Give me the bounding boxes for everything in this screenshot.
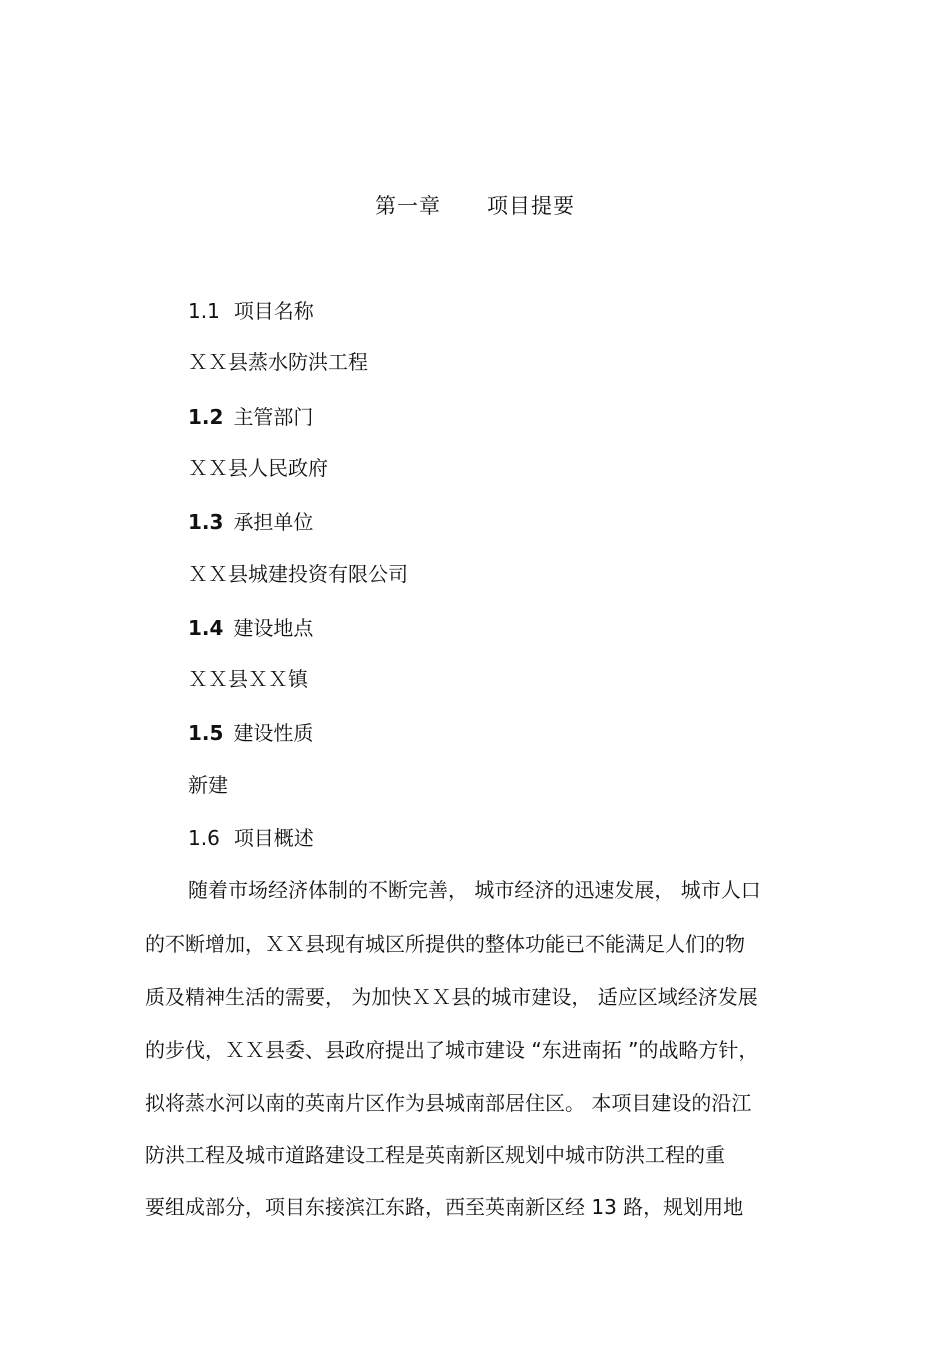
section-heading [188,297,314,325]
overview-line: 防洪工程及城市道路建设工程是英南新区规划中城市防洪工程的重 [145,1143,725,1167]
overview-line: 质及精神生活的需要， 为加快ＸＸ县的城市建设， 适应区域经济发展 [145,985,758,1009]
section-title: 建设地点 [233,616,314,640]
overview-line: 随着市场经济体制的不断完善， 城市经济的迅速发展， 城市人口 [188,878,761,902]
section-value: ＸＸ县人民政府 [188,456,328,480]
section-number: 1.5 [188,721,224,745]
overview-line: 拟将蒸水河以南的英南片区作为县城南部居住区。 本项目建设的沿江 [145,1091,752,1115]
chapter-title: 第一章 项目提要 [374,194,576,218]
section-number: 1.3 [188,510,224,534]
section-title: 主管部门 [233,405,314,429]
section-heading [188,719,313,747]
section-number: 1.4 [188,616,224,640]
section-heading [188,403,313,431]
section-heading [188,614,313,642]
section-heading [188,824,314,852]
section-title: 承担单位 [233,510,314,534]
section-number: 1.1 [188,299,220,323]
section-value: ＸＸ县蒸水防洪工程 [188,350,368,374]
section-value: ＸＸ县城建投资有限公司 [188,562,408,586]
overview-line: 要组成部分，项目东接滨江东路，西至英南新区经 13 路，规划用地 [145,1195,744,1219]
section-title: 项目概述 [233,826,314,850]
section-title: 项目名称 [233,299,314,323]
overview-line: 的不断增加，ＸＸ县现有城区所提供的整体功能已不能满足人们的物 [145,932,745,956]
section-heading [188,508,313,536]
section-number: 1.6 [188,826,220,850]
section-value: ＸＸ县ＸＸ镇 [188,667,308,691]
section-number: 1.2 [188,405,224,429]
section-title: 建设性质 [233,721,314,745]
section-value: 新建 [188,773,228,797]
overview-line: 的步伐，ＸＸ县委、县政府提出了城市建设 “东进南拓 ”的战略方针， [145,1038,759,1062]
